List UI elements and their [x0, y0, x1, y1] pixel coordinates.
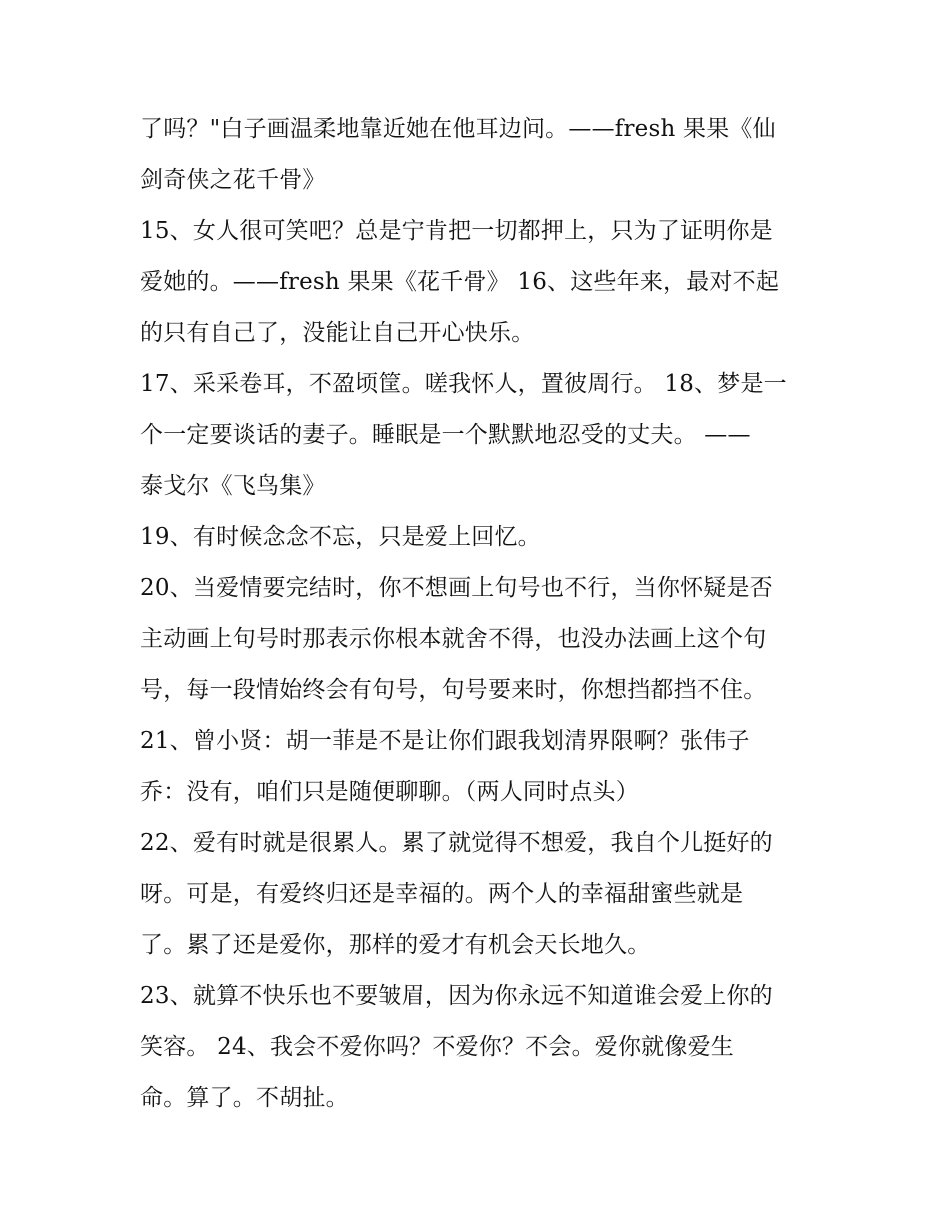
text-line: 的只有自己了，没能让自己开心快乐。	[140, 320, 535, 346]
text-line: 22、爱有时就是很累人。累了就觉得不想爱，我自个儿挺好的	[140, 830, 773, 856]
text-line: 爱她的。——fresh 果果《花千骨》 16、这些年来，最对不起	[140, 269, 780, 295]
text-line: 个一定要谈话的妻子。睡眠是一个默默地忍受的丈夫。 ——	[140, 422, 751, 448]
text-line: 笑容。 24、我会不爱你吗？不爱你？不会。爱你就像爱生	[140, 1034, 734, 1060]
text-line: 主动画上句号时那表示你根本就舍不得，也没办法画上这个句	[140, 626, 767, 652]
text-line: 乔：没有，咱们只是随便聊聊。（两人同时点头）	[140, 779, 639, 805]
text-line: 命。算了。不胡扯。	[140, 1085, 349, 1111]
text-line: 剑奇侠之花千骨》	[140, 167, 326, 193]
text-line: 了。累了还是爱你，那样的爱才有机会天长地久。	[140, 932, 651, 958]
text-line: 号，每一段情始终会有句号，句号要来时，你想挡都挡不住。	[140, 677, 767, 703]
text-line: 15、女人很可笑吧？总是宁肯把一切都押上，只为了证明你是	[140, 218, 773, 244]
text-line: 呀。可是，有爱终归还是幸福的。两个人的幸福甜蜜些就是	[140, 881, 744, 907]
text-line: 23、就算不快乐也不要皱眉，因为你永远不知道谁会爱上你的	[140, 983, 773, 1009]
text-line: 19、有时候念念不忘，只是爱上回忆。	[140, 524, 541, 550]
text-line: 泰戈尔《飞鸟集》	[140, 473, 326, 499]
text-line: 21、曾小贤：胡一菲是不是让你们跟我划清界限啊？张伟子	[140, 728, 750, 754]
text-line: 17、采采卷耳，不盈顷筐。嗟我怀人，置彼周行。 18、梦是一	[140, 371, 787, 397]
body-text	[140, 104, 820, 1124]
text-line: 了吗？"白子画温柔地靠近她在他耳边问。——fresh 果果《仙	[140, 116, 776, 142]
text-line: 20、当爱情要完结时，你不想画上句号也不行，当你怀疑是否	[140, 575, 773, 601]
